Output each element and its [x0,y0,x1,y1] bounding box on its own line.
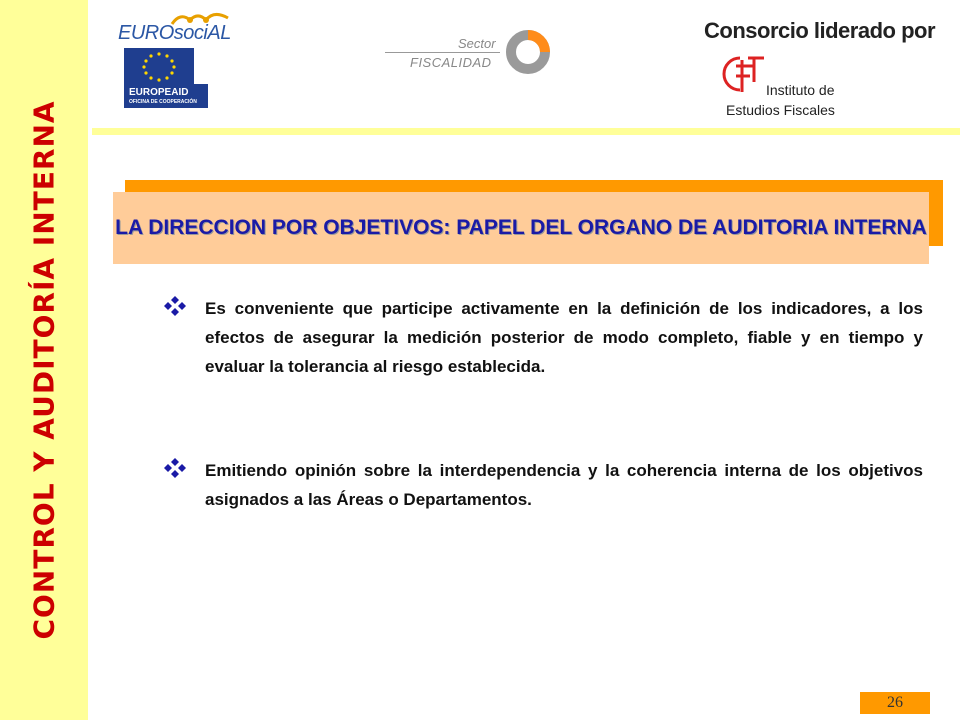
page-number: 26 [860,692,930,714]
consorcio-heading: Consorcio liderado por [704,18,936,43]
slide-title: LA DIRECCION POR OBJETIVOS: PAPEL DEL ORGANO DE AUDITORIA INTERNA [115,216,927,239]
slide-title-box [113,192,929,264]
ief-emblem-icon [714,52,770,98]
europeaid-subtitle: OFICINA DE COOPERACIÓN [129,99,197,105]
list-item [163,456,923,546]
diamond-bullet-icon [163,296,187,316]
bullet-text: Emitiendo opinión sobre la interdependencia y la coherencia interna de los objetivos asignados a las Áreas o Departamentos. [205,461,923,509]
ief-logo [708,52,858,124]
sidebar-title: CONTROL Y AUDITORÍA INTERNA [27,100,61,640]
europeaid-badge [124,84,208,108]
sector-wordmark: Sector [458,36,496,51]
header-divider [92,128,960,135]
europeaid-wordmark: EUROPEAID [129,87,189,98]
sector-fiscalidad-logo [385,22,555,82]
ief-name-line1: Instituto de [766,82,835,98]
ief-name-line2: Estudios Fiscales [726,102,835,118]
eurosocial-logo [110,8,230,108]
bullet-text: Es conveniente que participe activamente en la definición de los indicadores, a los efectos de asegurar la medición posterior de modo completo, fiable y en tiempo y evaluar la tolerancia al riesgo establecida. [205,299,923,376]
eu-flag-icon [124,48,194,84]
sector-logo-line [385,52,500,53]
list-item [163,294,923,414]
fiscalidad-wordmark: FISCALIDAD [410,55,492,70]
ring-chart-icon [503,24,553,80]
sidebar [0,0,88,720]
diamond-bullet-icon [163,458,187,478]
eurosocial-wordmark: EUROsociAL [118,22,231,44]
